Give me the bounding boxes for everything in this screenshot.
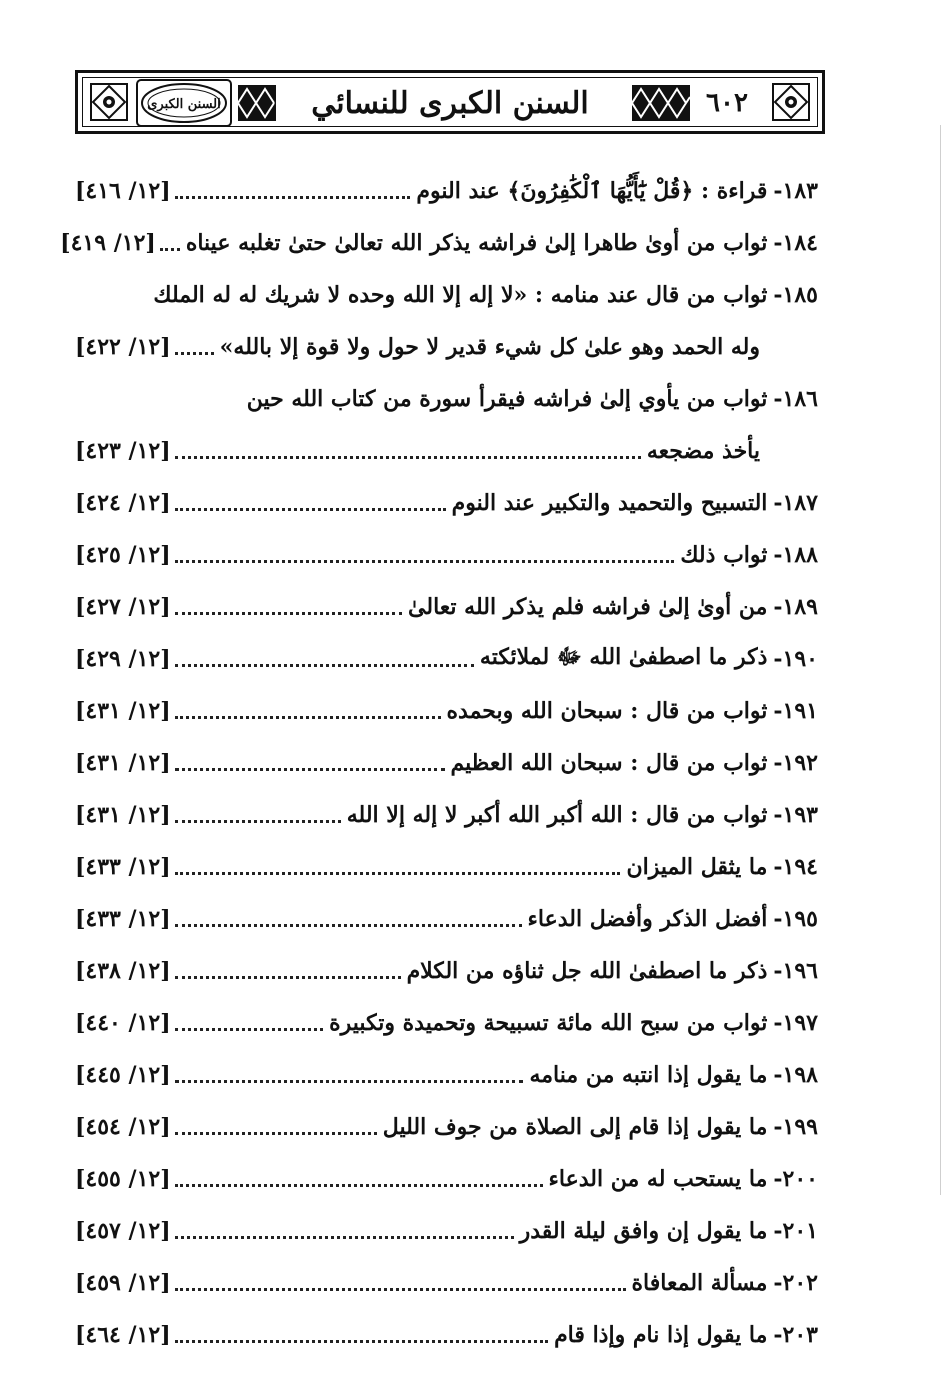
dot-leader [175, 664, 474, 667]
toc-entry [75, 165, 818, 217]
running-title: السنن الكبرى للنسائي [311, 85, 589, 121]
running-header [75, 70, 825, 134]
toc-entry-title: مسألة المعافاة [631, 1270, 768, 1296]
dot-leader [175, 1132, 377, 1135]
toc-line [75, 1309, 818, 1361]
toc-entry-title: ما يثقل الميزان [626, 854, 768, 880]
dot-leader [175, 196, 411, 199]
toc-entry-title: يأخذ مضجعه [646, 438, 760, 464]
toc-line [75, 1049, 818, 1101]
toc-entry-number: ١٨٣- [773, 178, 818, 204]
toc-line [75, 1153, 818, 1205]
toc-line [75, 529, 818, 581]
toc-entry-title: ما يقول إذا نام وإذا قام [554, 1322, 768, 1348]
toc-entry-number: ١٨٥- [773, 282, 818, 308]
dot-leader [175, 560, 675, 563]
toc-page-reference: [١٢/ ٤٣٣] [75, 854, 171, 880]
dot-leader [175, 508, 446, 511]
toc-line [75, 581, 818, 633]
toc-entry [75, 529, 818, 581]
pattern-band-right-icon [632, 85, 690, 121]
toc-entry [75, 685, 818, 737]
toc-line [75, 893, 818, 945]
toc-page-reference: [١٢/ ٤١٩] [60, 230, 156, 256]
toc-page-reference: [١٢/ ٤٣١] [75, 698, 171, 724]
toc-entry-title: ثواب ذلك [680, 542, 768, 568]
toc-page-reference: [١٢/ ٤٢٢] [75, 334, 171, 360]
toc-entry-title: ما يقول إن وافق ليلة القدر [519, 1218, 768, 1244]
ornament-left-icon [82, 73, 136, 131]
toc-entry [75, 893, 818, 945]
toc-entry-title: ثواب من يأوي إلىٰ فراشه فيقرأ سورة من كتاب الله حين [246, 386, 768, 412]
toc-entry-number: ١٩٣- [773, 802, 818, 828]
toc-entry [75, 477, 818, 529]
toc-entry-number: ١٩٤- [773, 854, 818, 880]
dot-leader [175, 352, 214, 355]
toc-entry-number: ١٩٢- [773, 750, 818, 776]
toc-entry-title: ثواب من قال : الله أكبر الله أكبر لا إله إلا الله [346, 802, 768, 828]
toc-line [75, 997, 818, 1049]
toc-entry-number: ١٩٧- [773, 1010, 818, 1036]
toc-entry [75, 737, 818, 789]
toc-entry-title: ثواب من قال : سبحان الله وبحمده [446, 698, 768, 724]
toc-page-reference: [١٢/ ٤٥٩] [75, 1270, 171, 1296]
dot-leader [175, 612, 402, 615]
toc-page-reference: [١٢/ ٤٢٤] [75, 490, 171, 516]
toc-entry-title: ثواب من أوىٰ طاهرا إلىٰ فراشه يذكر الله تعالىٰ حتىٰ تغلبه عيناه [185, 230, 768, 256]
dot-leader [175, 716, 441, 719]
toc-page-reference: [١٢/ ٤٢٣] [75, 438, 171, 464]
toc-line [75, 1101, 818, 1153]
toc-entry-title: ثواب من قال : سبحان الله العظيم [450, 750, 768, 776]
toc-page-reference: [١٢/ ٤٣١] [75, 802, 171, 828]
toc-entry [75, 997, 818, 1049]
toc-entry-title: ذكر ما اصطفىٰ الله جل ثناؤه من الكلام [406, 958, 768, 984]
toc-entry-number: ١٨٦- [773, 386, 818, 412]
dot-leader [175, 768, 445, 771]
toc-page-reference: [١٢/ ٤٣٣] [75, 906, 171, 932]
dot-leader [175, 976, 401, 979]
toc-page-reference: [١٢/ ٤٥٤] [75, 1114, 171, 1140]
toc-entry-number: ١٩٩- [773, 1114, 818, 1140]
toc-line [75, 737, 818, 789]
toc-line [75, 1205, 818, 1257]
toc-entry-number: ٢٠٢- [773, 1270, 818, 1296]
toc-entry-title: ما يقول إذا انتبه من منامه [529, 1062, 768, 1088]
toc-page-reference: [١٢/ ٤٦٤] [75, 1322, 171, 1348]
dot-leader [175, 1340, 548, 1343]
toc-entry-number: ١٩٥- [773, 906, 818, 932]
toc-entry [75, 1309, 818, 1361]
page-edge-line [940, 125, 941, 1195]
toc-line [75, 425, 818, 477]
pattern-band-left-icon [238, 85, 276, 121]
toc-line [75, 685, 818, 737]
toc-line [75, 165, 818, 217]
toc-page-reference: [١٢/ ٤٣١] [75, 750, 171, 776]
toc-entry-number: ١٨٧- [773, 490, 818, 516]
toc-entry-title: أفضل الذكر وأفضل الدعاء [527, 906, 768, 932]
toc-page-reference: [١٢/ ٤٥٧] [75, 1218, 171, 1244]
toc-entry [75, 841, 818, 893]
toc-page-reference: [١٢/ ٤٢٥] [75, 542, 171, 568]
toc-entry-number: ١٩١- [773, 698, 818, 724]
seal-emblem-icon [136, 79, 232, 127]
toc-entry-number: ١٨٩- [773, 594, 818, 620]
dot-leader [175, 872, 621, 875]
dot-leader [175, 1080, 524, 1083]
toc-entry-number: ٢٠٣- [773, 1322, 818, 1348]
toc-line [60, 217, 818, 269]
toc-page-reference: [١٢/ ٤٣٨] [75, 958, 171, 984]
toc-entry-number: ١٨٨- [773, 542, 818, 568]
toc-entry [75, 1153, 818, 1205]
toc-entry [75, 1049, 818, 1101]
toc-entry [75, 1101, 818, 1153]
toc-entry-title: ما يستحب له من الدعاء [548, 1166, 768, 1192]
toc-entry [75, 1205, 818, 1257]
toc-entry [75, 633, 818, 685]
toc-page-reference: [١٢/ ٤٤٠] [75, 1010, 171, 1036]
dot-leader [175, 456, 641, 459]
toc-entry-title: ثواب من سبح الله مائة تسبيحة وتحميدة وتكبيرة [329, 1010, 768, 1036]
toc-line [75, 269, 818, 321]
dot-leader [175, 924, 522, 927]
toc-entry [75, 1257, 818, 1309]
toc-entry-number: ١٩٦- [773, 958, 818, 984]
toc-entry [75, 373, 818, 477]
toc-entry [75, 789, 818, 841]
toc-entry-title: ما يقول إذا قام إلى الصلاة من جوف الليل [382, 1114, 768, 1140]
toc-entry-title: وله الحمد وهو علىٰ كل شيء قدير لا حول ولا قوة إلا بالله» [219, 334, 760, 360]
toc-entry-title: ثواب من قال عند منامه : «لا إله إلا الله وحده لا شريك له له الملك [153, 282, 768, 308]
toc-line [75, 633, 818, 685]
toc-entry [75, 269, 818, 373]
toc-entry-title: ذكر ما اصطفىٰ الله ﷻ لملائكته [479, 644, 768, 670]
toc-entry [75, 581, 818, 633]
toc-line [75, 945, 818, 997]
dot-leader [175, 820, 341, 823]
toc-entry-number: ١٨٤- [773, 230, 818, 256]
toc-entry-title: من أوىٰ إلىٰ فراشه فلم يذكر الله تعالىٰ [408, 594, 768, 620]
toc-entry-title: قراءة : ﴿قُلْ يَٰٓأَيُّهَا ٱلْكَٰفِرُونَ﴾ عند النوم [416, 178, 768, 204]
toc-line [75, 841, 818, 893]
dot-leader [175, 1028, 323, 1031]
toc-entry-number: ٢٠١- [773, 1218, 818, 1244]
toc-line [75, 321, 818, 373]
toc-page-reference: [١٢/ ٤٥٥] [75, 1166, 171, 1192]
toc-page-reference: [١٢/ ٤٤٥] [75, 1062, 171, 1088]
toc-entry-number: ١٩٠- [773, 646, 818, 672]
toc-line [75, 477, 818, 529]
toc-page-reference: [١٢/ ٤٢٩] [75, 646, 171, 672]
toc-entry-number: ٢٠٠- [773, 1166, 818, 1192]
dot-leader [160, 248, 180, 251]
toc-entry-title: التسبيح والتحميد والتكبير عند النوم [451, 490, 768, 516]
toc-entry [75, 945, 818, 997]
toc-entry-number: ١٩٨- [773, 1062, 818, 1088]
dot-leader [175, 1236, 514, 1239]
toc-line [75, 373, 818, 425]
dot-leader [175, 1288, 626, 1291]
toc-entry [60, 217, 818, 269]
toc-page-reference: [١٢/ ٤٢٧] [75, 594, 171, 620]
toc-line [75, 1257, 818, 1309]
seal-lettering: السنن الكبرى [147, 97, 221, 112]
dot-leader [175, 1184, 543, 1187]
ornament-right-icon [764, 73, 818, 131]
table-of-contents [60, 165, 818, 1361]
page-number: ٦٠٢ [706, 88, 748, 118]
toc-line [75, 789, 818, 841]
toc-page-reference: [١٢/ ٤١٦] [75, 178, 171, 204]
